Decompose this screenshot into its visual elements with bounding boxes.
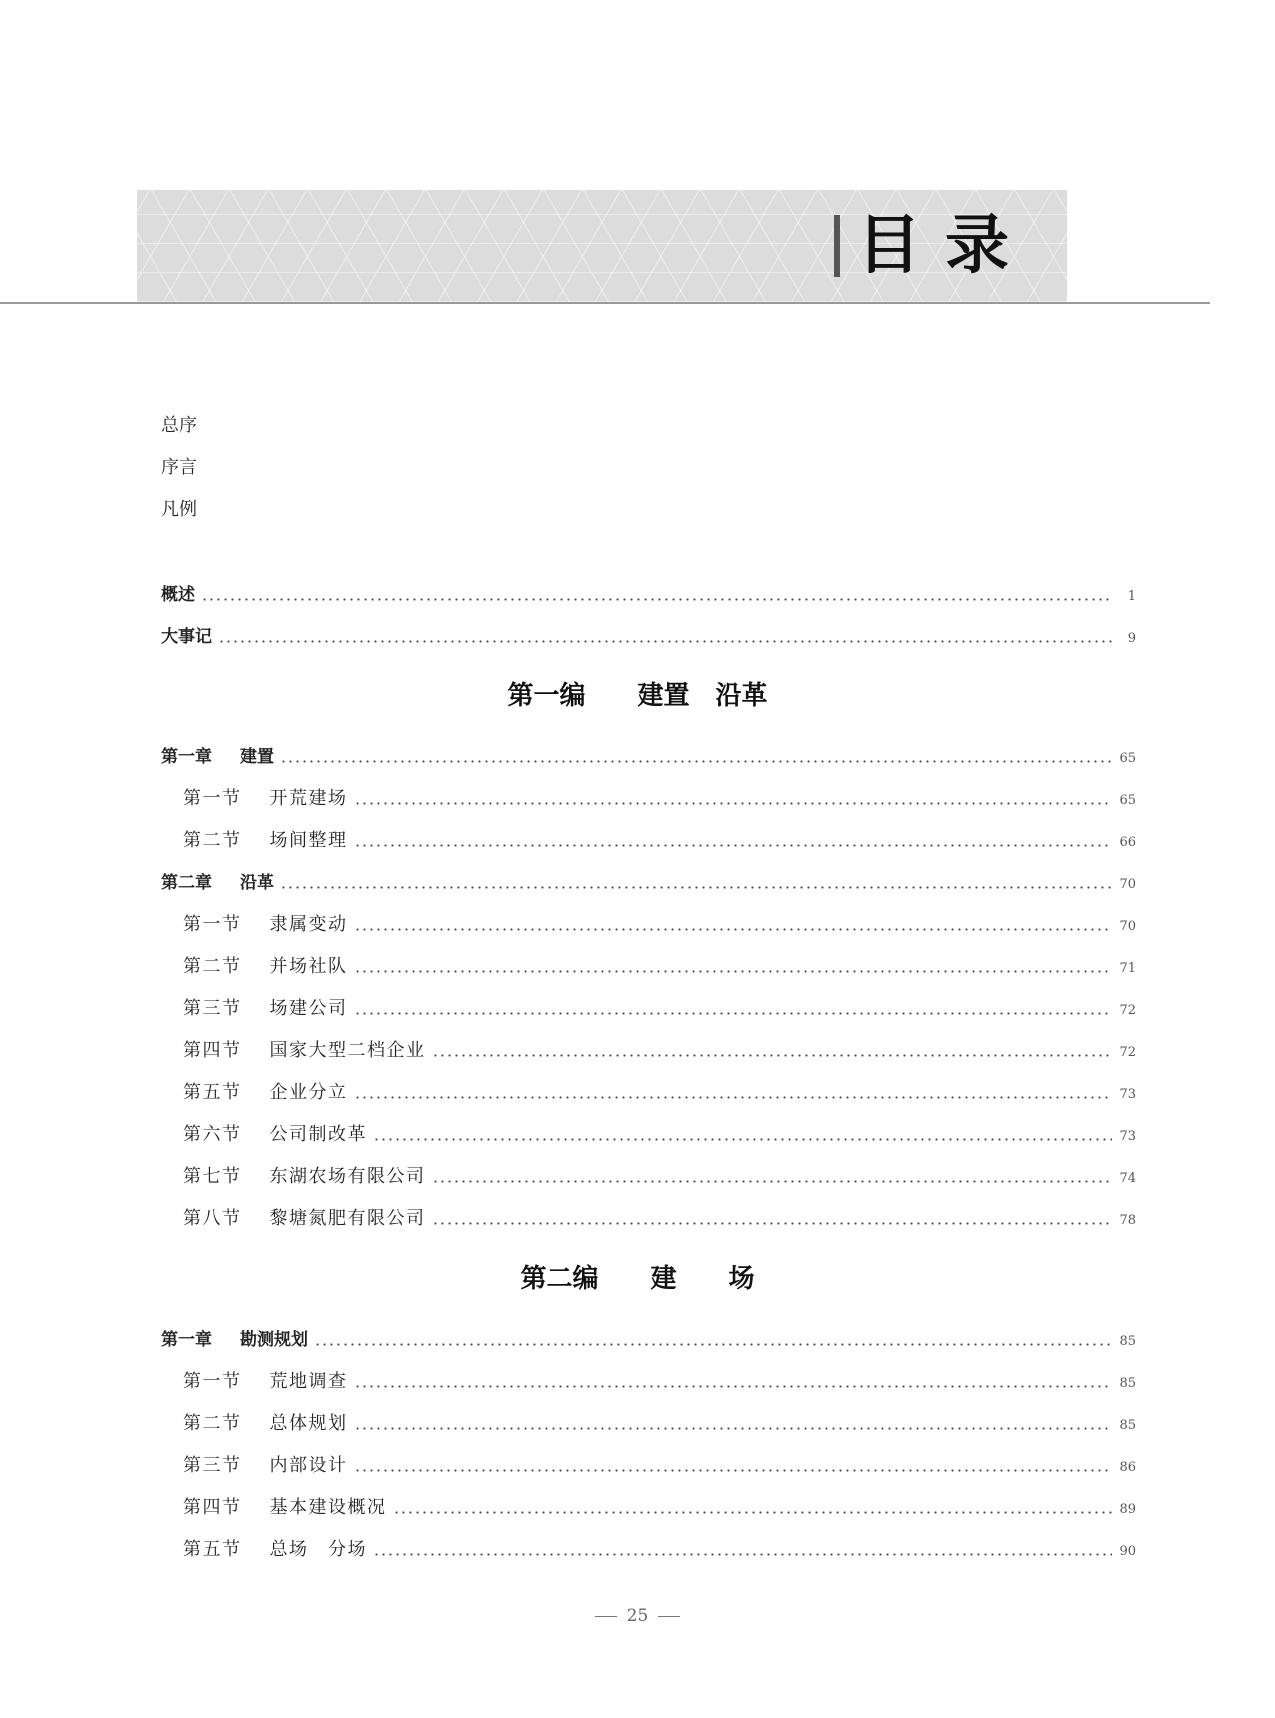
section-number: 第二节 (183, 830, 242, 851)
section-number: 第二节 (183, 956, 242, 977)
section-number: 第三节 (183, 998, 242, 1019)
section-page: 65 (1119, 793, 1136, 808)
section-page: 74 (1119, 1171, 1136, 1186)
leader-dots (354, 844, 1113, 847)
section-page: 86 (1119, 1460, 1136, 1475)
page-number: 25 (626, 1606, 649, 1626)
section-title: 东湖农场有限公司 (269, 1166, 426, 1187)
section-title: 场建公司 (269, 998, 348, 1019)
section-title: 黎塘氮肥有限公司 (269, 1208, 426, 1229)
toc-section[interactable] (183, 911, 1136, 937)
chapter-page: 85 (1119, 1334, 1136, 1349)
toc-section[interactable] (183, 1368, 1136, 1394)
section-number: 第五节 (183, 1082, 242, 1103)
part-title: 建 场 (650, 1264, 755, 1294)
section-title: 隶属变动 (269, 914, 348, 935)
leader-dots (354, 802, 1113, 805)
leader-dots (432, 1054, 1113, 1057)
section-number: 第五节 (183, 1539, 242, 1560)
leader-dots (354, 1012, 1113, 1015)
leader-dots (354, 1469, 1113, 1472)
footer-dash (658, 1616, 680, 1617)
toc-entry-label: 大事记 (161, 627, 212, 647)
section-title: 基本建设概况 (269, 1497, 387, 1518)
leader-dots (354, 928, 1113, 931)
section-page: 73 (1119, 1129, 1136, 1144)
toc-section[interactable] (183, 1452, 1136, 1478)
toc-entry-label: 概述 (161, 585, 195, 605)
leader-dots (280, 886, 1112, 889)
part-number: 第一编 (507, 681, 586, 711)
section-title: 并场社队 (269, 956, 348, 977)
chapter-page: 65 (1119, 751, 1136, 766)
chapter-number: 第二章 (161, 873, 212, 893)
toc-entry-page: 1 (1127, 589, 1136, 604)
header-rule (0, 302, 1210, 304)
part-heading[interactable] (0, 679, 1275, 713)
toc-section[interactable] (183, 827, 1136, 853)
chapter-page: 70 (1119, 877, 1136, 892)
title-banner (137, 190, 1067, 302)
section-title: 国家大型二档企业 (269, 1040, 426, 1061)
toc-section[interactable] (183, 1410, 1136, 1436)
leader-dots (354, 1427, 1113, 1430)
section-page: 66 (1119, 835, 1136, 850)
section-title: 企业分立 (269, 1082, 348, 1103)
chapter-title: 勘测规划 (240, 1330, 308, 1350)
front-matter-item[interactable]: 总序 (161, 415, 197, 436)
section-number: 第一节 (183, 914, 242, 935)
toc-chapter[interactable] (161, 869, 1136, 895)
section-number: 第六节 (183, 1124, 242, 1145)
section-number: 第三节 (183, 1455, 242, 1476)
title-accent-bar (834, 215, 840, 277)
toc-section[interactable] (183, 1121, 1136, 1147)
part-number: 第二编 (520, 1264, 599, 1294)
leader-dots (373, 1553, 1112, 1556)
leader-dots (432, 1222, 1113, 1225)
section-title: 总场 分场 (269, 1539, 367, 1560)
section-title: 荒地调查 (269, 1371, 348, 1392)
toc-section[interactable] (183, 995, 1136, 1021)
front-matter-item[interactable]: 凡例 (161, 499, 197, 520)
section-number: 第四节 (183, 1497, 242, 1518)
toc-section[interactable] (183, 1163, 1136, 1189)
toc-entry[interactable] (161, 623, 1136, 649)
section-title: 内部设计 (269, 1455, 348, 1476)
leader-dots (218, 640, 1112, 643)
section-page: 85 (1119, 1418, 1136, 1433)
footer-dash (595, 1616, 617, 1617)
leader-dots (354, 1096, 1113, 1099)
toc-section[interactable] (183, 1079, 1136, 1105)
section-page: 71 (1119, 961, 1136, 976)
part-heading[interactable] (0, 1262, 1275, 1296)
section-title: 开荒建场 (269, 788, 348, 809)
section-page: 85 (1119, 1376, 1136, 1391)
section-page: 72 (1119, 1003, 1136, 1018)
page-footer (0, 1606, 1275, 1626)
chapter-number: 第一章 (161, 747, 212, 767)
leader-dots (354, 1385, 1113, 1388)
section-title: 公司制改革 (269, 1124, 367, 1145)
toc-entry-page: 9 (1127, 631, 1136, 646)
toc-section[interactable] (183, 1494, 1136, 1520)
section-number: 第七节 (183, 1166, 242, 1187)
toc-section[interactable] (183, 785, 1136, 811)
leader-dots (280, 760, 1112, 763)
toc-section[interactable] (183, 953, 1136, 979)
section-number: 第四节 (183, 1040, 242, 1061)
toc-section[interactable] (183, 1205, 1136, 1231)
toc-section[interactable] (183, 1037, 1136, 1063)
leader-dots (314, 1343, 1112, 1346)
leader-dots (201, 598, 1112, 601)
section-page: 70 (1119, 919, 1136, 934)
section-page: 72 (1119, 1045, 1136, 1060)
front-matter-item[interactable]: 序言 (161, 457, 197, 478)
section-page: 73 (1119, 1087, 1136, 1102)
toc-chapter[interactable] (161, 1326, 1136, 1352)
toc-entry[interactable] (161, 581, 1136, 607)
section-number: 第二节 (183, 1413, 242, 1434)
leader-dots (393, 1511, 1113, 1514)
toc-section[interactable] (183, 1536, 1136, 1562)
section-title: 总体规划 (269, 1413, 348, 1434)
section-page: 90 (1119, 1544, 1136, 1559)
section-title: 场间整理 (269, 830, 348, 851)
section-number: 第一节 (183, 788, 242, 809)
chapter-title: 沿革 (240, 873, 274, 893)
section-page: 78 (1119, 1213, 1136, 1228)
chapter-number: 第一章 (161, 1330, 212, 1350)
page-title: 目录 (857, 208, 1033, 283)
chapter-title: 建置 (240, 747, 274, 767)
leader-dots (354, 970, 1113, 973)
leader-dots (373, 1138, 1112, 1141)
section-number: 第八节 (183, 1208, 242, 1229)
section-page: 89 (1119, 1502, 1136, 1517)
leader-dots (432, 1180, 1113, 1183)
part-title: 建置 沿革 (637, 681, 768, 711)
toc-chapter[interactable] (161, 743, 1136, 769)
section-number: 第一节 (183, 1371, 242, 1392)
